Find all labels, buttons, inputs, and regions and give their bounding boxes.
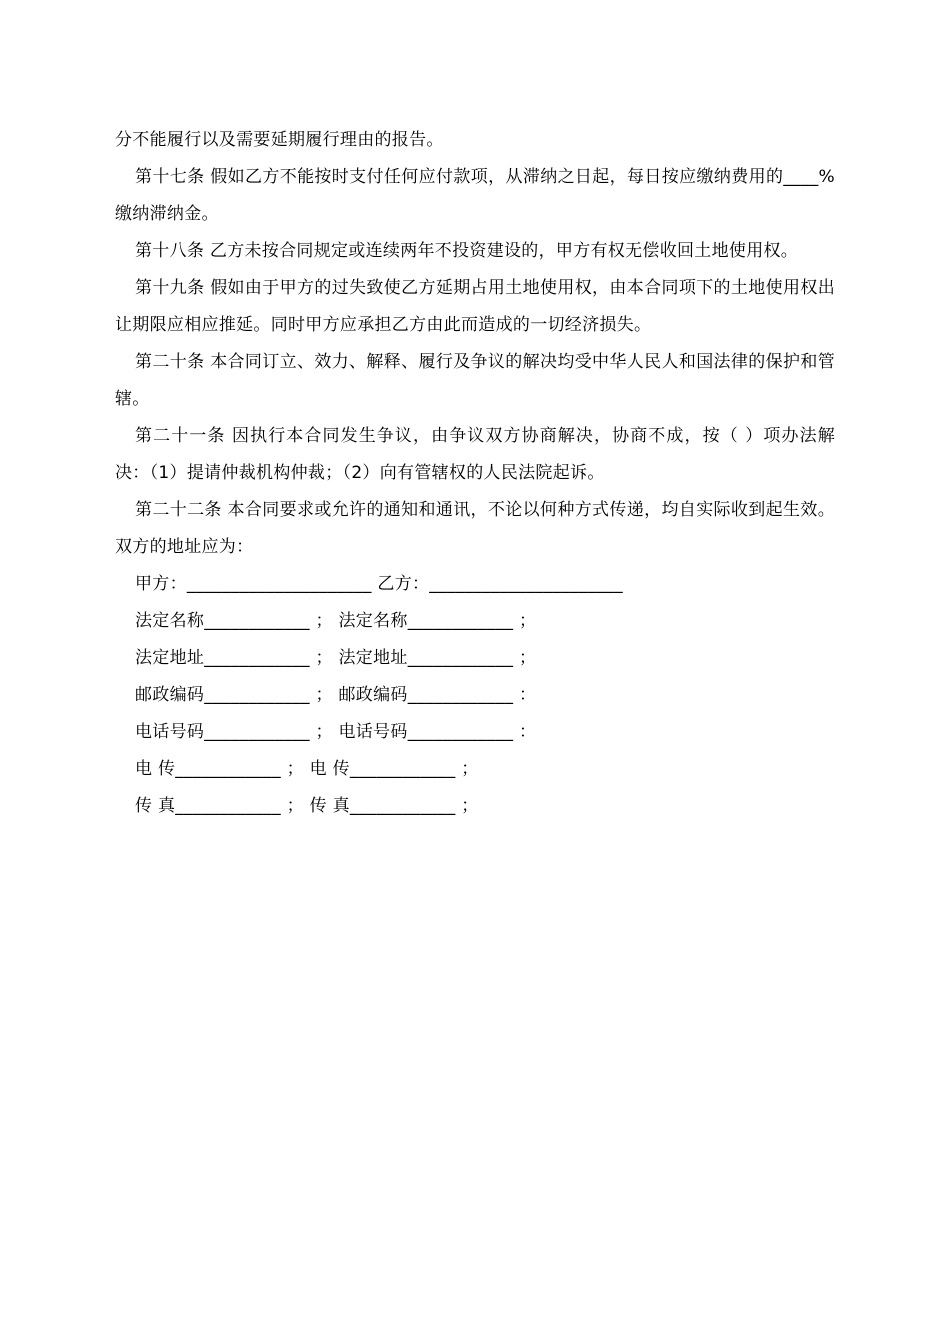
party-names-row: 甲方：_____________________ 乙方：______________________ xyxy=(135,574,623,594)
legal-name-row: 法定名称____________ ； 法定名称____________ ； xyxy=(135,611,537,631)
telex-row: 电 传____________ ； 电 传____________ ； xyxy=(135,759,479,779)
article-20: 第二十条 本合同订立、效力、解释、履行及争议的解决均受中华人民人和国法律的保护和管辖。 xyxy=(115,352,835,409)
legal-address-row: 法定地址____________ ； 法定地址____________ ； xyxy=(135,648,537,668)
paragraph-continuation: 分不能履行以及需要延期履行理由的报告。 xyxy=(115,130,444,150)
article-21: 第二十一条 因执行本合同发生争议，由争议双方协商解决，协商不成，按（ ）项办法解决：（1）提请仲裁机构仲裁；（2）向有管辖权的人民法院起诉。 xyxy=(115,426,835,483)
article-18: 第十八条 乙方未按合同规定或连续两年不投资建设的，甲方有权无偿收回土地使用权。 xyxy=(135,241,799,261)
article-22: 第二十二条 本合同要求或允许的通知和通讯，不论以何种方式传递，均自实际收到起生效。双方的地址应为： xyxy=(115,500,835,557)
address-form xyxy=(115,566,835,825)
article-19: 第十九条 假如由于甲方的过失致使乙方延期占用土地使用权，由本合同项下的土地使用权出让期限应相应推延。同时甲方应承担乙方由此而造成的一切经济损失。 xyxy=(115,278,835,335)
document-body xyxy=(115,122,835,825)
article-17: 第十七条 假如乙方不能按时支付任何应付款项，从滞纳之日起，每日按应缴纳费用的____%缴纳滞纳金。 xyxy=(115,167,835,224)
fax-row: 传 真____________ ； 传 真____________ ； xyxy=(135,796,479,816)
postal-code-row: 邮政编码____________ ； 邮政编码____________ ： xyxy=(135,685,537,705)
phone-number-row: 电话号码____________ ； 电话号码____________ ： xyxy=(135,722,537,742)
